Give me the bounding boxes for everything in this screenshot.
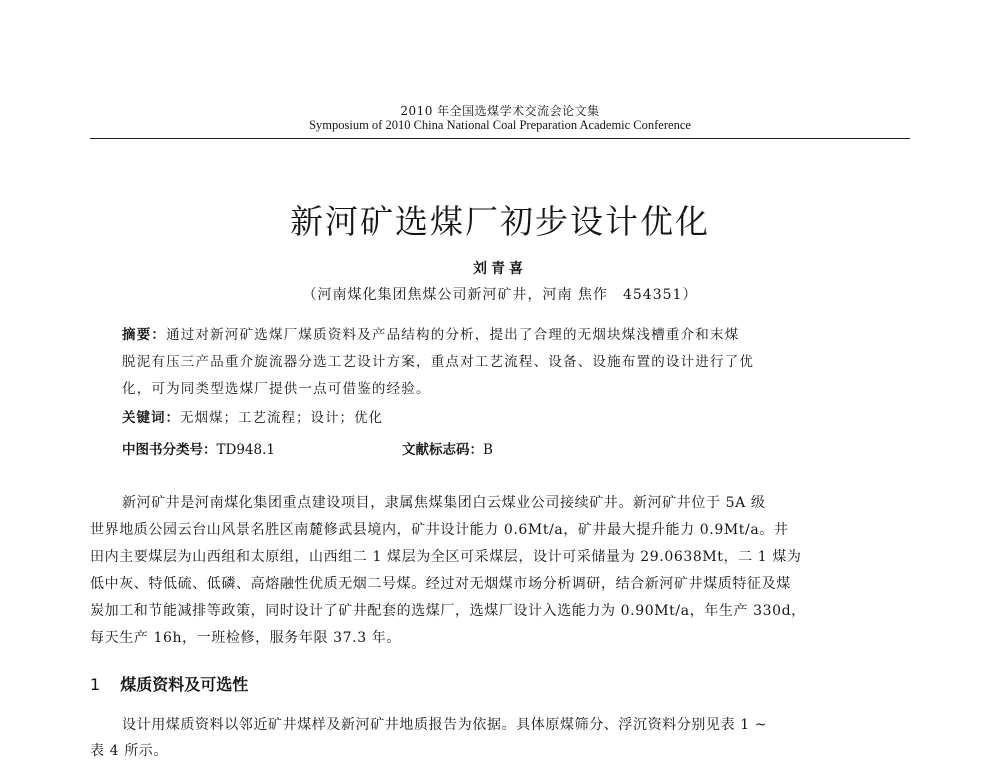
classification-value: TD948.1 [216, 442, 275, 458]
classification-number [122, 438, 275, 458]
section-title: 煤质资料及可选性 [120, 675, 249, 694]
abstract-line-3: 化，可为同类型选煤厂提供一点可借鉴的经验。 [122, 381, 431, 397]
abstract-label: 摘要： [122, 327, 167, 343]
section-1-line-2: 表 4 所示。 [90, 743, 169, 759]
affiliation: （河南煤化集团焦煤公司新河矿井，河南 焦作 454351） [302, 287, 698, 303]
keywords-text: 无烟煤；工艺流程；设计；优化 [180, 410, 383, 426]
section-number: 1 [90, 675, 101, 694]
header-rule [90, 138, 910, 139]
author: 刘青喜 [473, 261, 527, 277]
doc-code-value: B [483, 442, 493, 458]
abstract-line-1 [122, 322, 878, 349]
body-line-1: 新河矿井是河南煤化集团重点建设项目，隶属焦煤集团白云煤业公司接续矿井。新河矿井位于 5A 级 [122, 495, 766, 511]
doc-code-label: 文献标志码： [402, 442, 483, 458]
body-line-5: 炭加工和节能减排等政策，同时设计了矿井配套的选煤厂，选煤厂设计入选能力为 0.90Mt/a，年生产 330d， [90, 603, 806, 619]
section-1-line-1: 设计用煤质资料以邻近矿井煤样及新河矿井地质报告为依据。具体原煤筛分、浮沉资料分别见表 1 ~ [122, 717, 768, 733]
classification-label: 中图书分类号： [122, 442, 217, 458]
running-header-en: Symposium of 2010 China National Coal Preparation Academic Conference [309, 118, 691, 132]
abstract-line-2: 脱泥有压三产品重介旋流器分选工艺设计方案，重点对工艺流程、设备、设施布置的设计进行了优 [122, 354, 755, 370]
body-line-4: 低中灰、特低硫、低磷、高熔融性优质无烟二号煤。经过对无烟煤市场分析调研，结合新河矿井煤质特征及煤 [90, 576, 791, 592]
abstract-text-1: 通过对新河矿选煤厂煤质资料及产品结构的分析，提出了合理的无烟块煤浅槽重介和末煤 [166, 327, 740, 343]
body-line-2: 世界地质公园云台山风景名胜区南麓修武县境内，矿井设计能力 0.6Mt/a，矿井最大提升能力 0.9Mt/a。井 [90, 522, 789, 538]
section-1-heading [90, 672, 248, 695]
body-line-6: 每天生产 16h，一班检修，服务年限 37.3 年。 [90, 630, 401, 646]
keywords-label: 关键词： [122, 410, 180, 426]
keywords [122, 406, 383, 426]
body-line-3: 田内主要煤层为山西组和太原组，山西组二 1 煤层为全区可采煤层，设计可采储量为 29.0638Mt，二 1 煤为 [90, 549, 802, 565]
running-header-cn: 2010 年全国选煤学术交流会论文集 [400, 104, 600, 118]
paper-title: 新河矿选煤厂初步设计优化 [290, 202, 710, 241]
document-code [402, 438, 493, 458]
